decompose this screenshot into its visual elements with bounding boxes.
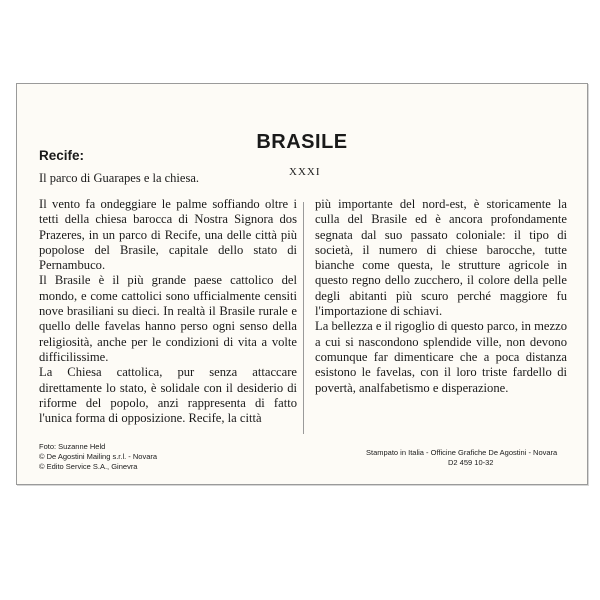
copyright-line: © De Agostini Mailing s.r.l. - Novara bbox=[39, 452, 158, 461]
photo-credits bbox=[39, 442, 157, 472]
location-heading: Recife: bbox=[39, 148, 85, 163]
paragraph: Il vento fa ondeggiare le palme soffiando oltre i tetti della chiesa barocca di Nostra Signora dos Prazeres, in un parco di Recife, una delle città più popolose del Brasile, capitale dello stato di Pernambuco. bbox=[39, 197, 297, 273]
column-divider bbox=[303, 202, 304, 434]
printer-line: Stampato in Italia - Officine Grafiche De Agostini - Novara bbox=[366, 448, 558, 457]
card-number: XXXI bbox=[289, 166, 321, 178]
photo-caption: Il parco di Guarapes e la chiesa. bbox=[39, 171, 199, 185]
paragraph: più importante del nord-est, è storicamente la culla del Brasile ed è ancora profondamente segnata dal suo passato coloniale: il tipo di società, il numero di chiese barocche, tutte bianche come questa, le strutture agricole in questo regno dello zucchero, il colore della pelle degli abitanti più scuro perché maggiore fu l'importazione di schiavi. bbox=[315, 197, 567, 319]
card-title: BRASILE bbox=[256, 131, 348, 153]
copyright-line: © Edito Service S.A., Ginevra bbox=[39, 462, 138, 471]
paragraph: La bellezza e il rigoglio di questo parco, in mezzo a cui si nascondono splendide ville, non devono comunque far dimenticare che a poca distanza esistono le favelas, con il loro triste fardello di povertà, analfabetismo e disperazione. bbox=[315, 319, 567, 395]
text-column-right bbox=[315, 197, 567, 396]
photo-credit: Foto: Suzanne Held bbox=[39, 442, 106, 451]
product-code: D2 459 10-32 bbox=[448, 458, 494, 467]
text-column-left bbox=[39, 197, 297, 426]
printer-info bbox=[366, 448, 557, 468]
postcard-back bbox=[16, 83, 588, 485]
paragraph: Il Brasile è il più grande paese cattolico del mondo, e come cattolici sono ufficialmente censiti nove brasiliani su dieci. In realtà il Brasile rurale e quello delle favelas hanno perso ogni senso della religiosità, anche per le condizioni di vita a volte difficilissime. bbox=[39, 273, 297, 364]
paragraph: La Chiesa cattolica, pur senza attaccare direttamente lo stato, è solidale con il desiderio di riforme del popolo, anzi rappresenta di fatto l'unica forma di opposizione. Recife, la città bbox=[39, 365, 297, 426]
